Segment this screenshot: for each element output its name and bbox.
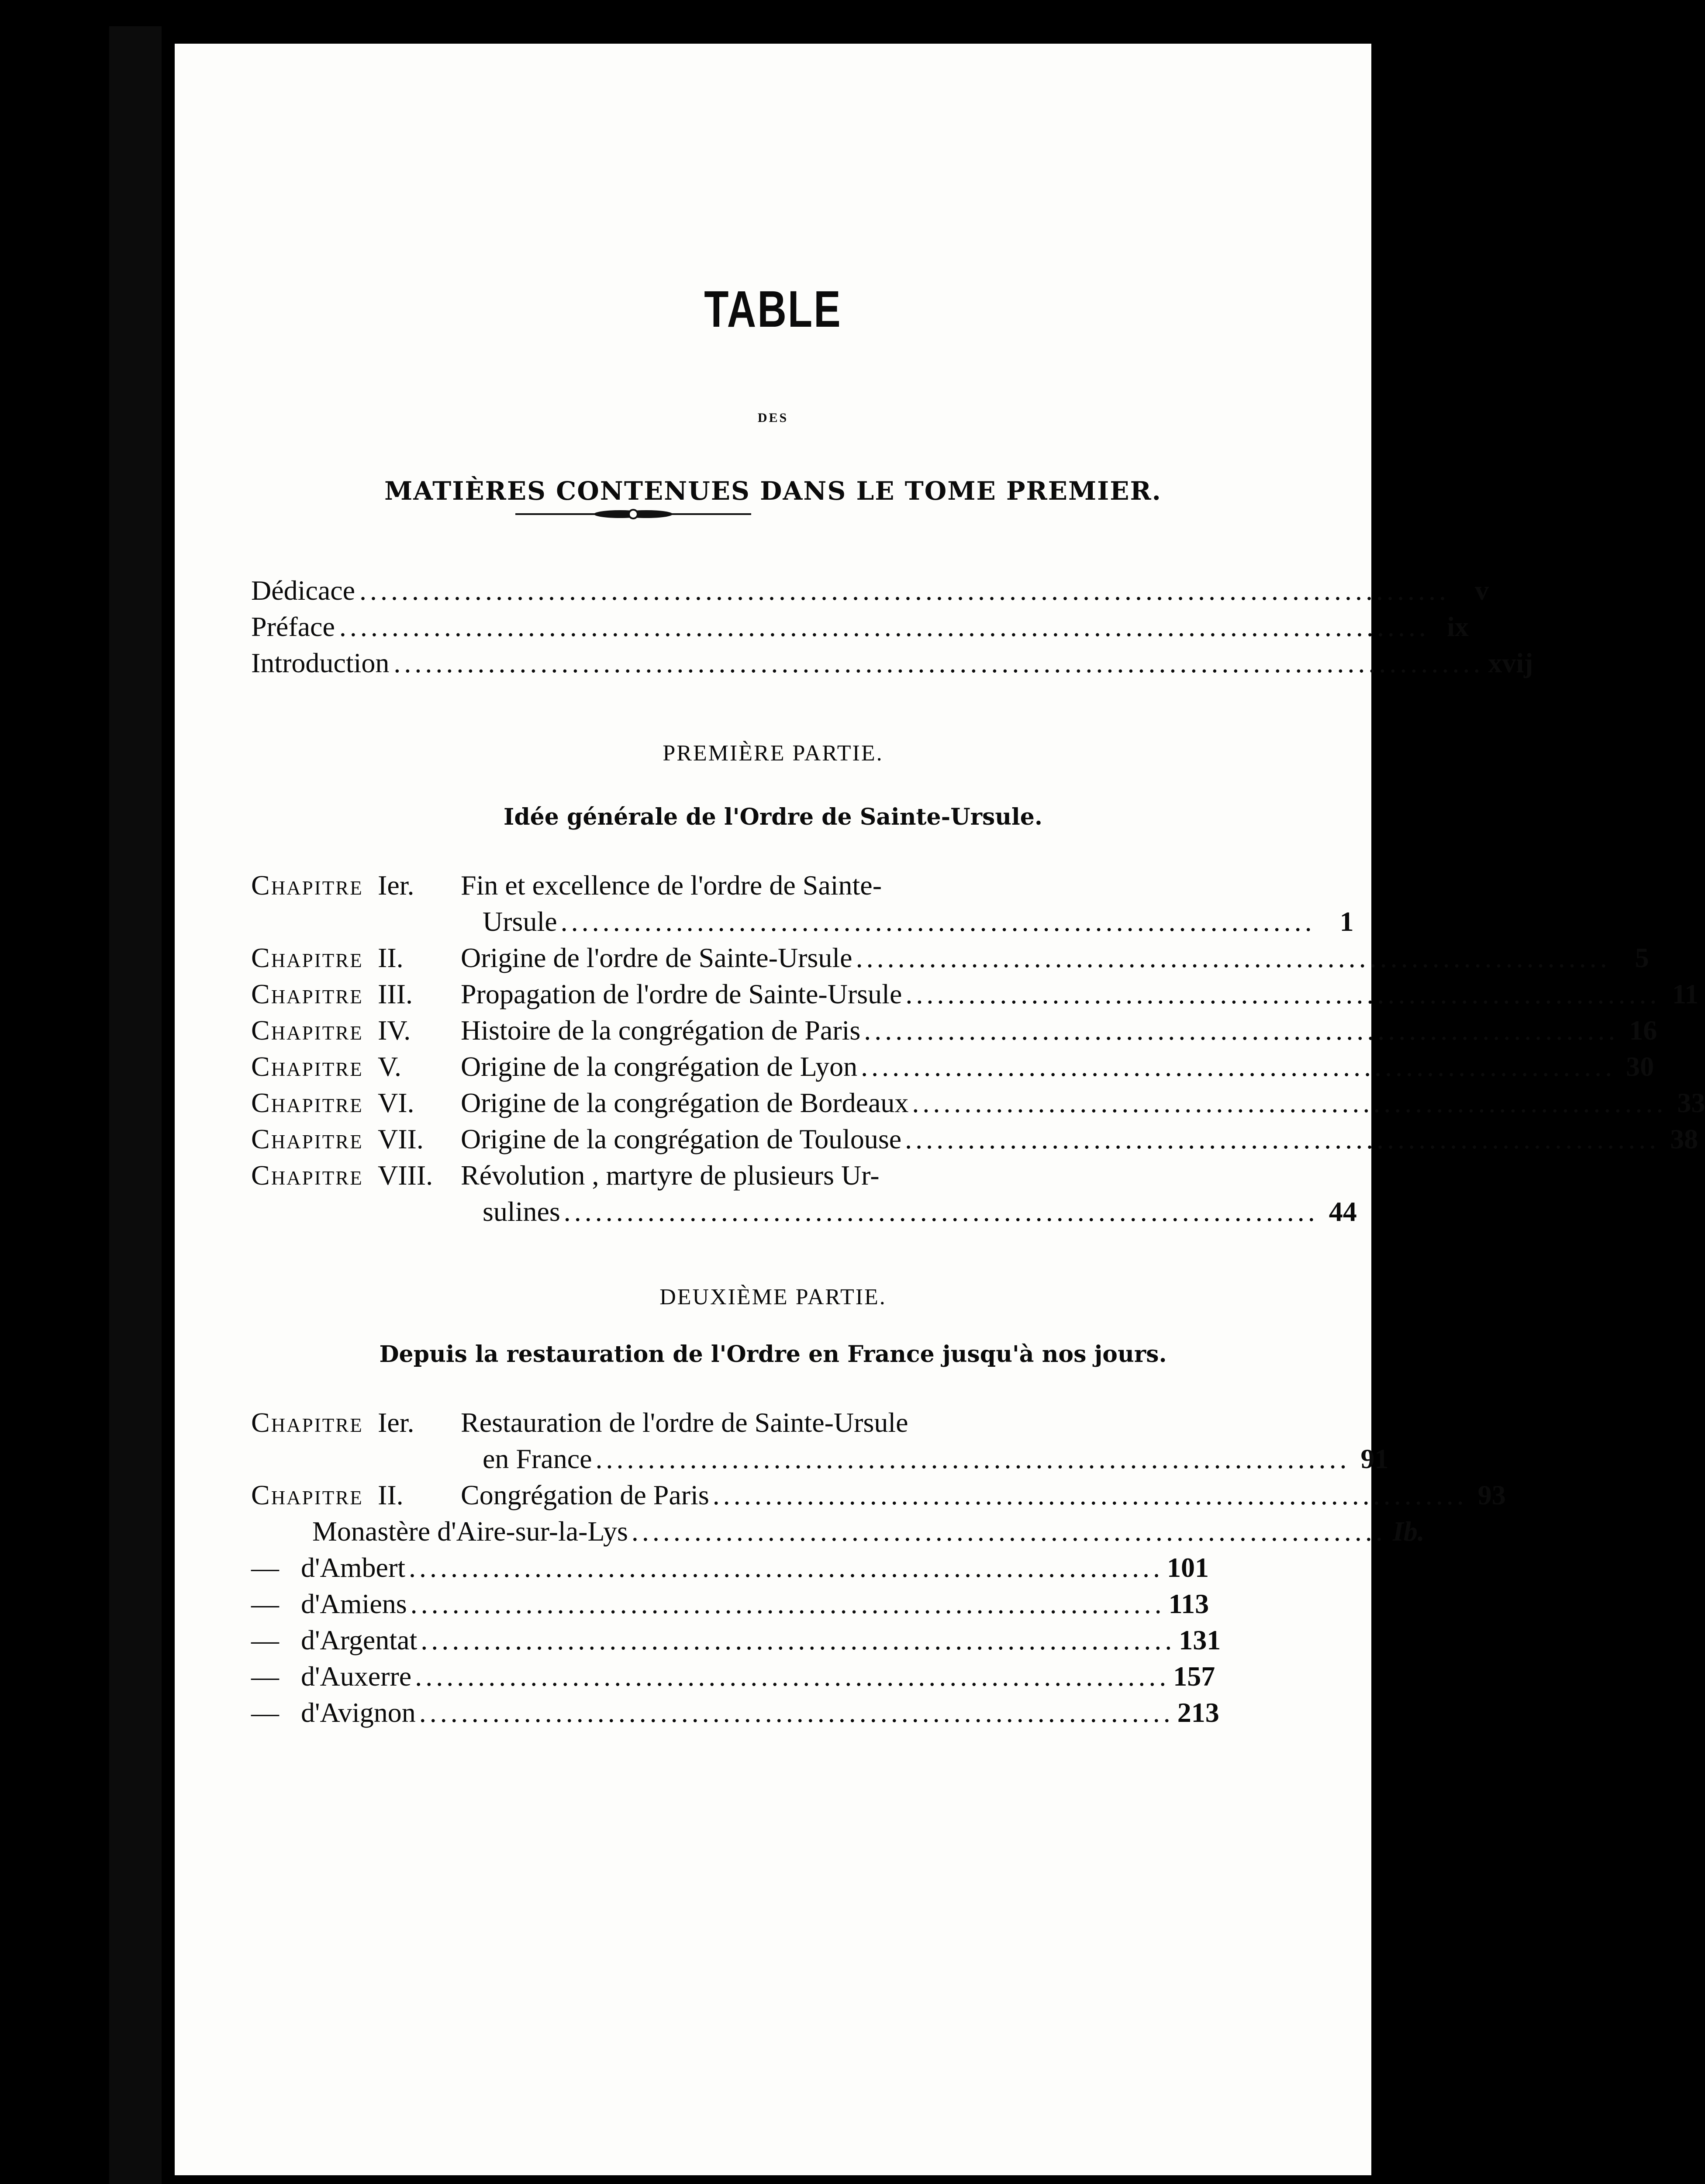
chapter-entry [251,1014,1657,1049]
monastere-entry [251,1552,1209,1584]
chapter-title: Origine de l'ordre de Sainte-Ursule [461,942,852,973]
part2-section-heading: Depuis la restauration de l'Ordre en France jusqu'à nos jours. [379,1341,1167,1368]
chapter-title: Restauration de l'ordre de Sainte-Ursule [461,1407,908,1438]
chapter-number: VII. [378,1123,424,1154]
chapter-label: Chapitre [251,1015,363,1046]
chapter-title-cont: sulines [483,1196,560,1227]
page [175,44,1705,2175]
chapter-page: 93 [1477,1479,1506,1510]
dot-leader: ........................................................................ [560,906,1315,937]
dot-leader: ........................................................................ [864,1015,1619,1046]
chapter-title-cont: Ursule [483,906,557,937]
chapter-entry [251,1406,1199,1441]
chapter-number: Ier. [378,1407,414,1438]
dot-leader: ........................................................................ [712,1479,1467,1510]
monastere-entry [251,1660,1215,1693]
dot-leader: ........................................................................................................ [359,575,1450,606]
part1-section-heading: Idée générale de l'Ordre de Sainte-Ursule. [504,804,1042,830]
dot-leader: ........................................................................................................ [393,647,1484,678]
chapter-page: 5 [1635,942,1649,973]
monastere-page: 213 [1177,1697,1219,1728]
chapter-entry [251,1123,1698,1158]
monastere-page: 157 [1173,1661,1215,1692]
chapter-page: 44 [1329,1196,1357,1227]
dot-leader: ........................................................................ [912,1087,1667,1118]
chapter-title: Origine de la congrégation de Bordeaux [461,1087,909,1118]
chapter-entry [251,1479,1506,1514]
dot-leader: ........................................................................ [410,1588,1165,1619]
monastere-page: 131 [1179,1624,1221,1655]
monastere-prefix: — [251,1624,279,1655]
chapter-page: 11 [1672,978,1699,1009]
toc-label: Dédicace [251,575,355,606]
dot-leader: ........................................................................ [415,1661,1170,1692]
dot-leader: ........................................................................ [631,1516,1386,1547]
chapter-label: Chapitre [251,870,363,901]
book-binding-edge [109,26,162,2184]
chapter-number: II. [378,942,404,973]
toc-entry-introduction [251,647,1533,679]
chapter-label: Chapitre [251,942,363,973]
dot-leader: ........................................................................ [421,1624,1176,1655]
chapter-entry [251,1051,1654,1085]
monastere-entry [251,1515,1425,1548]
chapter-title: Révolution , martyre de plusieurs Ur- [461,1160,880,1191]
monastere-page: 113 [1168,1588,1209,1619]
chapter-entry-cont [251,1196,1357,1230]
chapter-label: Chapitre [251,1123,363,1154]
chapter-page: 91 [1360,1443,1389,1474]
toc-entry-preface [251,611,1469,643]
chapter-page: 16 [1629,1015,1657,1046]
dot-leader: ........................................................................ [905,978,1660,1009]
monastere-name: d'Ambert [301,1552,406,1583]
toc-entry-dedicace [251,574,1489,607]
chapter-entry-cont [251,1443,1389,1478]
toc-page: xvij [1488,647,1533,678]
chapter-page: 1 [1339,906,1354,937]
chapter-title: Origine de la congrégation de Lyon [461,1051,858,1082]
chapter-page: 38 [1670,1123,1698,1154]
chapter-entry [251,1159,1199,1194]
dot-leader: ........................................................................ [861,1051,1616,1082]
monastere-name: d'Aire-sur-la-Lys [437,1516,628,1547]
chapter-title: Fin et excellence de l'ordre de Sainte- [461,870,882,901]
monastere-prefix: — [251,1588,279,1619]
chapter-label: Chapitre [251,1479,363,1510]
monastere-entry [251,1697,1219,1729]
dot-leader: ........................................................................ [419,1697,1174,1728]
chapter-number: VI. [378,1087,414,1118]
chapter-number: IV. [378,1015,411,1046]
dot-leader: ........................................................................ [563,1196,1318,1227]
chapter-page: 30 [1626,1051,1654,1082]
chapter-title: Histoire de la congrégation de Paris [461,1015,861,1046]
chapter-label: Chapitre [251,1087,363,1118]
monastere-prefix: — [251,1661,279,1692]
chapter-title: Propagation de l'ordre de Sainte-Ursule [461,978,902,1009]
chapter-entry-cont [251,905,1354,940]
monastere-prefix: Monastère [312,1516,431,1547]
monastere-name: d'Avignon [301,1697,416,1728]
part2-title: DEUXIÈME PARTIE. [659,1285,887,1310]
ornament-divider [515,503,751,525]
chapter-entry [251,942,1649,977]
title-des: DES [757,411,789,425]
monastere-prefix: — [251,1697,279,1728]
monastere-page: Ib. [1393,1516,1425,1547]
page-subtitle: MATIÈRES CONTENUES DANS LE TOME PREMIER. [384,476,1162,506]
chapter-label: Chapitre [251,1160,363,1191]
chapter-number: VIII. [378,1160,433,1191]
toc-page: v [1475,575,1489,606]
part1-title: PREMIÈRE PARTIE. [663,741,884,766]
chapter-title: Congrégation de Paris [461,1479,709,1510]
chapter-title: Origine de la congrégation de Toulouse [461,1123,902,1154]
chapter-number: II. [378,1479,404,1510]
monastere-page: 101 [1167,1552,1209,1583]
chapter-page: 33 [1677,1087,1705,1118]
chapter-entry [251,869,1199,904]
monastere-name: d'Auxerre [301,1661,412,1692]
chapter-label: Chapitre [251,1407,363,1438]
dot-leader: ........................................................................ [595,1443,1350,1474]
chapter-label: Chapitre [251,1051,363,1082]
monastere-entry [251,1588,1209,1620]
dot-leader: ........................................................................................................ [339,611,1429,642]
chapter-number: V. [378,1051,401,1082]
chapter-title-cont: en France [483,1443,592,1474]
monastere-name: d'Amiens [301,1588,407,1619]
chapter-number: III. [378,978,413,1009]
chapter-entry [251,1087,1705,1122]
chapter-number: Ier. [378,870,414,901]
toc-label: Préface [251,611,335,642]
dot-leader: ........................................................................ [856,942,1611,973]
monastere-prefix: — [251,1552,279,1583]
chapter-label: Chapitre [251,978,363,1009]
toc-label: Introduction [251,647,390,678]
dot-leader: ........................................................................ [409,1552,1164,1583]
toc-page: ix [1447,611,1469,642]
dot-leader: ........................................................................ [905,1123,1660,1154]
monastere-entry [251,1624,1221,1656]
page-title: TABLE [704,280,842,338]
monastere-name: d'Argentat [301,1624,418,1655]
chapter-entry [251,978,1699,1013]
